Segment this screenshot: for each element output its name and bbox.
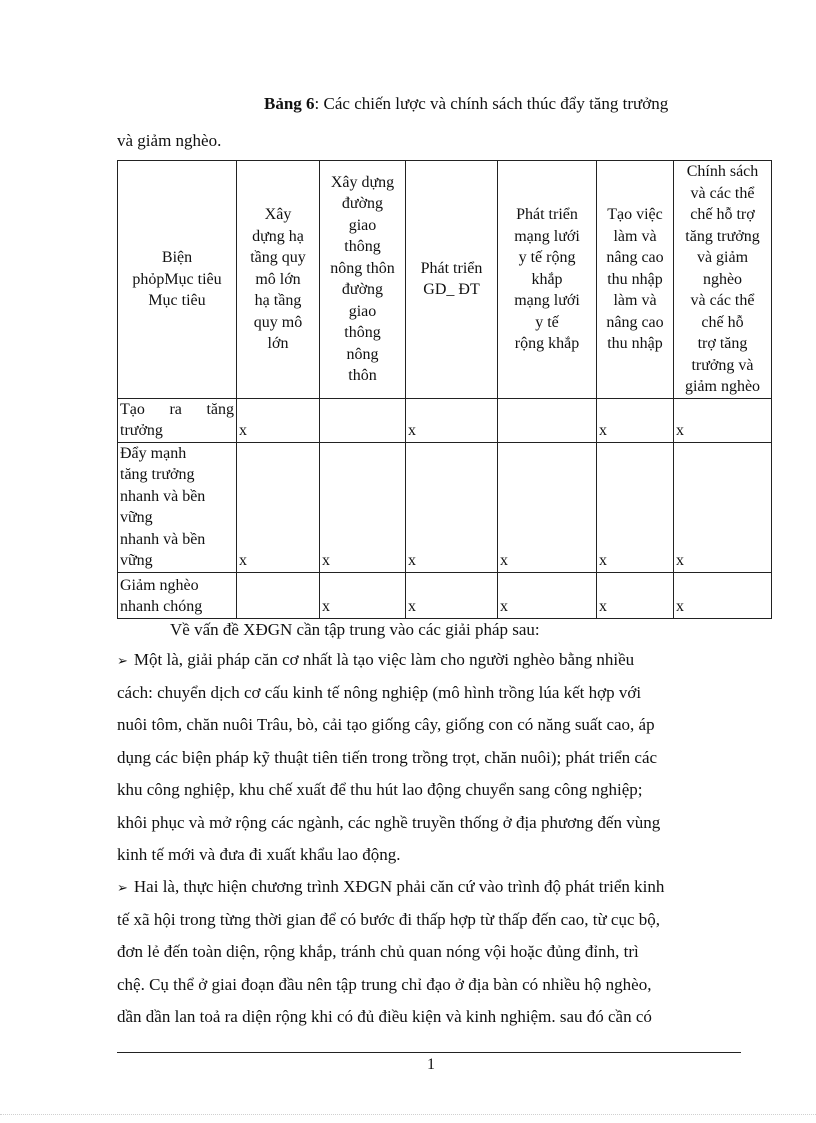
header-lines [408, 258, 495, 301]
header-line: nông [346, 345, 379, 363]
header-line: và giảm [696, 249, 749, 266]
header-cell-4 [498, 161, 597, 399]
paragraph-line-text: nuôi tôm, chăn nuôi Trâu, bò, cải tạo giống cây, giống con có năng suất cao, áp [117, 715, 655, 734]
paragraph-line-text: chệ. Cụ thể ở giai đoạn đầu nên tập trung chỉ đạo ở địa bàn có nhiều hộ nghèo, [117, 974, 652, 994]
header-line: nâng cao [606, 313, 664, 331]
header-line: lớn [267, 335, 289, 352]
header-line: mạng lưới [514, 292, 580, 309]
paragraph-line-text: dụng các biện pháp kỹ thuật tiên tiến trong trồng trọt, chăn nuôi); phát triển các [117, 747, 658, 767]
table-caption-continued: và giảm nghèo. [117, 131, 222, 150]
header-lines [676, 161, 769, 398]
header-line: khắp [531, 270, 563, 288]
header-cell-6 [674, 161, 772, 399]
table-cell [498, 398, 597, 442]
header-lines [120, 247, 234, 312]
paragraph-line-text: đơn lẻ đến toàn diện, rộng khắp, tránh chủ quan nóng vội hoặc đủng đỉnh, trì [117, 942, 639, 961]
header-line: nâng cao [606, 249, 664, 266]
table-cell: x [597, 442, 674, 572]
paragraph-line [117, 942, 639, 962]
header-cell-1 [237, 161, 320, 399]
table-cell [237, 572, 320, 618]
header-lines [599, 204, 671, 355]
header-cell-2 [320, 161, 406, 399]
table-caption-sep: : [314, 94, 320, 113]
header-line: Chính sách [686, 163, 759, 180]
table-cell: x [237, 398, 320, 442]
paragraph-line [117, 845, 401, 865]
header-line: thôn [348, 367, 377, 385]
header-line: Phát triển [516, 206, 578, 223]
paragraph-line [117, 780, 642, 800]
arrow-bullet-icon: ➢ [117, 880, 128, 895]
paragraph-line [117, 975, 651, 995]
paragraph-line-text: Hai là, thực hiện chương trình XĐGN phải căn cứ vào trình độ phát triển kinh [133, 877, 665, 896]
header-line: Xây dựng [330, 173, 395, 191]
header-line: giảm nghèo [684, 378, 761, 395]
page-number: 1 [427, 1056, 435, 1073]
row-label-line: vững [120, 552, 153, 569]
table-row [118, 398, 772, 442]
table-cell: x [597, 572, 674, 618]
paragraph-line-text: khu công nghiệp, khu chế xuất để thu hút lao động chuyển sang công nghiệp; [117, 780, 643, 799]
header-line: và các thể [690, 292, 755, 309]
intro-paragraph: Về vấn đề XĐGN cần tập trung vào các giải pháp sau: [170, 620, 540, 639]
header-line: y tế rộng [518, 249, 576, 266]
header-line: tầng quy [250, 249, 306, 266]
header-line: thông [344, 238, 381, 256]
table-row [118, 572, 772, 618]
table-cell: x [597, 398, 674, 442]
table-cell: x [406, 572, 498, 618]
header-line: làm và [613, 292, 657, 309]
row-label-cell [118, 442, 237, 572]
table-header-row [118, 161, 772, 399]
row-label-line: tăng trưởng [120, 466, 195, 483]
header-line: nông thôn [330, 259, 395, 277]
header-line: Phát triển [420, 259, 483, 277]
row-label-line: nhanh và bền [120, 530, 206, 548]
table-cell: x [406, 398, 498, 442]
table-cell [320, 398, 406, 442]
paragraph-line [117, 683, 641, 703]
header-cell-5 [597, 161, 674, 399]
table-cell: x [406, 442, 498, 572]
header-line: y tế [535, 313, 559, 331]
row-label-line: nhanh chóng [120, 598, 203, 615]
header-line: tăng trưởng [685, 227, 760, 245]
header-line: trưởng và [691, 356, 754, 374]
header-line: hạ tầng [254, 292, 302, 309]
footer-rule [117, 1052, 741, 1053]
header-line: mô lớn [255, 270, 301, 288]
table-cell: x [320, 572, 406, 618]
header-line: thu nhập [607, 335, 663, 352]
header-line: nghèo [702, 270, 743, 288]
row-label-line: trưởng [120, 422, 163, 439]
row-label-line: Đẩy mạnh [120, 444, 187, 462]
paragraph-line [117, 813, 660, 833]
row-label-line: vững [120, 509, 153, 526]
header-cell-3 [406, 161, 498, 399]
strategy-table [117, 160, 772, 619]
header-line: Tạo việc [607, 206, 663, 223]
table-row [118, 442, 772, 572]
header-line: Xây [264, 206, 292, 223]
header-line: Biện [161, 249, 193, 266]
paragraph-line [117, 877, 664, 897]
row-label-line: Tạo ra tăng [120, 400, 234, 418]
page-edge-divider [0, 1114, 816, 1115]
header-lines [500, 204, 594, 355]
table-caption [264, 94, 668, 114]
header-line: thu nhập [607, 270, 663, 288]
header-lines [239, 204, 317, 355]
table-caption-text: Các chiến lược và chính sách thúc đẩy tăng trưởng [323, 94, 669, 113]
header-line: trợ tăng [697, 335, 748, 352]
header-line: làm và [613, 227, 657, 245]
header-line: quy mô [253, 313, 303, 331]
header-line: rộng khắp [514, 335, 580, 352]
table-cell: x [237, 442, 320, 572]
header-line: Mục tiêu [148, 292, 206, 309]
header-line: chế hỗ [701, 313, 744, 331]
table-cell: x [674, 442, 772, 572]
table-cell: x [320, 442, 406, 572]
paragraph-line [117, 715, 655, 735]
header-line: chế hỗ trợ [690, 206, 755, 223]
header-line: giao [348, 302, 377, 320]
header-line: và các thể [690, 184, 755, 202]
header-line: mạng lưới [514, 227, 580, 245]
table-cell: x [498, 442, 597, 572]
table-cell: x [674, 572, 772, 618]
paragraph-line [117, 650, 634, 670]
header-line: dựng hạ [252, 227, 304, 245]
paragraph-line [117, 748, 657, 768]
row-label-cell [118, 398, 237, 442]
paragraph-line-text: tế xã hội trong từng thời gian để có bước đi thấp hợp từ thấp đến cao, từ cục bộ, [117, 909, 661, 929]
paragraph-line-text: dần dần lan toả ra diện rộng khi có đủ điều kiện và kinh nghiệm. sau đó cần có [117, 1007, 652, 1026]
header-line: giao [348, 216, 377, 234]
table-cell: x [498, 572, 597, 618]
header-line: thông [344, 324, 381, 342]
row-label-line: Giảm nghèo [120, 576, 199, 594]
table-caption-label: Bảng 6 [264, 94, 315, 113]
header-cell-0 [118, 161, 237, 399]
paragraph-line-text: Một là, giải pháp căn cơ nhất là tạo việc làm cho người nghèo bằng nhiều [133, 650, 635, 669]
paragraph-line-text: cách: chuyển dịch cơ cấu kinh tế nông nghiệp (mô hình trồng lúa kết hợp với [117, 682, 642, 702]
header-line: đường [341, 195, 384, 213]
header-lines [322, 172, 403, 387]
row-label-line: nhanh và bền [120, 487, 206, 505]
row-label-cell [118, 572, 237, 618]
header-line: phỏpMục tiêu [132, 270, 222, 288]
header-line: GD_ ĐT [423, 281, 480, 299]
arrow-bullet-icon: ➢ [117, 653, 128, 668]
paragraph-line [117, 1007, 652, 1027]
paragraph-line-text: khôi phục và mở rộng các ngành, các nghề truyền thống ở địa phương đến vùng [117, 812, 661, 832]
header-line: đường [341, 281, 384, 299]
paragraph-line-text: kinh tế mới và đưa đi xuất khẩu lao động. [117, 845, 401, 864]
table-cell: x [674, 398, 772, 442]
paragraph-line [117, 910, 660, 930]
